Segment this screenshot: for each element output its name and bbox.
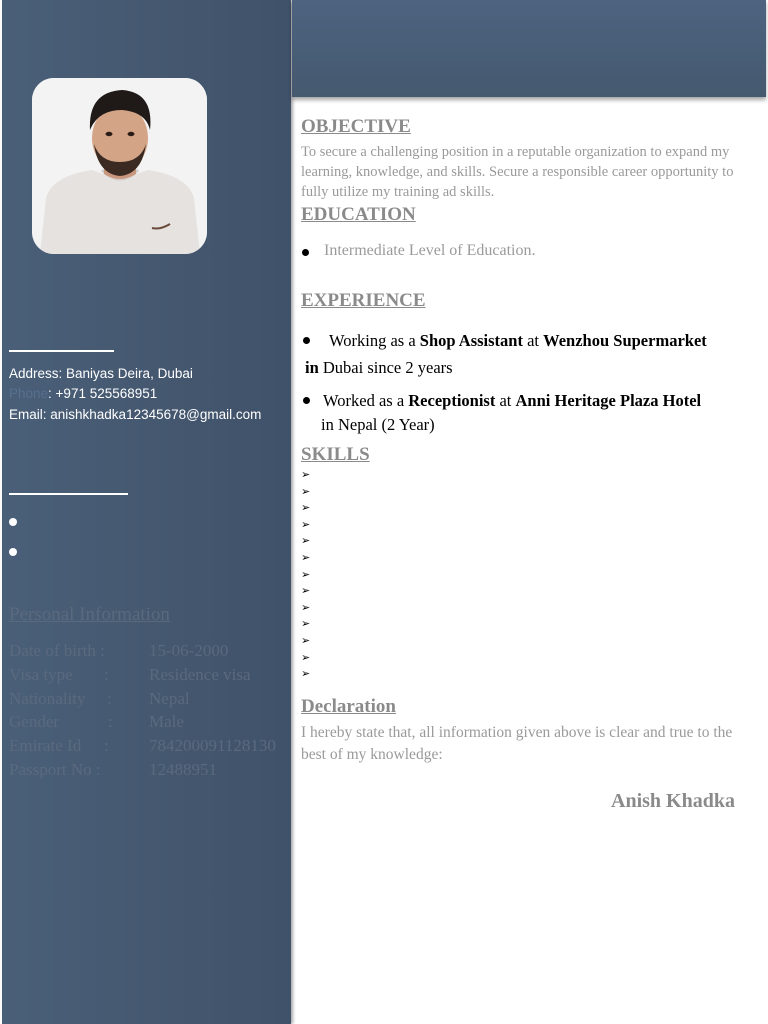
education-item: Intermediate Level of Education. — [324, 242, 536, 259]
personal-info-label: Emirate Id — [9, 736, 82, 756]
skill-arrow-icon: ➢ — [301, 635, 311, 647]
exp-role: Shop Assistant — [419, 331, 523, 350]
bullet-dot — [9, 548, 17, 556]
objective-title: OBJECTIVE — [301, 116, 411, 137]
phone-line — [9, 386, 157, 401]
contact-divider — [9, 350, 114, 352]
exp-text: Working as a — [329, 331, 420, 350]
skill-arrow-icon: ➢ — [301, 485, 311, 498]
phone-label: Phone — [9, 386, 49, 401]
personal-info-label: Visa type — [9, 664, 73, 684]
signature-name: Anish Khadka — [611, 790, 735, 812]
personal-info-label: Passport No : — [9, 760, 101, 779]
exp-text: Worked as a — [323, 391, 409, 410]
personal-info-value: Male — [149, 712, 184, 732]
skill-arrow-icon: ➢ — [301, 618, 311, 631]
skill-arrow-icon: ➢ — [301, 601, 311, 614]
personal-info-value: 15-06-2000 — [149, 641, 229, 660]
header-band — [292, 0, 766, 97]
email-text: Email: anishkhadka12345678@gmail.com — [9, 407, 262, 422]
skill-arrow-icon: ➢ — [301, 469, 311, 481]
personal-info-value: Residence visa — [149, 664, 251, 684]
education-title: EDUCATION — [301, 204, 416, 225]
declaration-text: I hereby state that, all information given above is clear and true to the best of my knowledge: — [301, 724, 733, 763]
objective-text: To secure a challenging position in a reputable organization to expand my learning, knowledge, and skills. Secure a responsible career opportunity to fully utilize my training ad skills. — [301, 144, 734, 200]
phone-value: : +971 525568951 — [48, 386, 158, 401]
experience-title: EXPERIENCE — [301, 290, 426, 311]
section-divider — [9, 493, 128, 495]
education-bullet — [302, 249, 309, 256]
experience-bullet — [303, 337, 310, 344]
experience-item-1-line-1 — [329, 331, 707, 351]
bullet-dot — [9, 518, 17, 526]
personal-info-label: Nationality — [9, 688, 86, 708]
exp-text: at — [495, 391, 516, 410]
personal-info-label: Gender — [9, 712, 60, 732]
exp-text: Dubai since 2 years — [318, 358, 453, 377]
exp-employer: Wenzhou Supermarket — [543, 331, 707, 350]
experience-bullet — [303, 397, 310, 404]
personal-info-value: 784200091128130 — [149, 736, 276, 756]
personal-info-label: Date of birth : — [9, 641, 105, 660]
skill-arrow-icon: ➢ — [301, 518, 311, 531]
personal-info-colon: : — [104, 664, 109, 684]
personal-info-colon: : — [104, 736, 109, 756]
skill-arrow-icon: ➢ — [301, 651, 311, 664]
personal-info-colon: : — [107, 688, 112, 708]
skill-arrow-icon: ➢ — [301, 585, 311, 598]
skill-arrow-icon: ➢ — [301, 502, 311, 515]
address-text: Address: Baniyas Deira, Dubai — [9, 366, 193, 381]
exp-role: Receptionist — [408, 391, 496, 410]
personal-info-colon: : — [108, 712, 113, 732]
experience-item-1-line-2 — [305, 358, 453, 378]
exp-text: at — [522, 331, 544, 350]
skill-arrow-icon: ➢ — [301, 668, 311, 681]
personal-info-value: Nepal — [149, 688, 190, 708]
exp-text: in Nepal (2 Year) — [321, 415, 435, 434]
declaration-title: Declaration — [301, 696, 396, 717]
personal-info-title: Personal Information — [9, 604, 170, 625]
exp-employer: Anni Heritage Plaza Hotel — [515, 391, 702, 410]
skill-arrow-icon: ➢ — [301, 568, 311, 581]
skills-title: SKILLS — [301, 444, 370, 465]
exp-text: in — [305, 358, 319, 377]
skill-arrow-icon: ➢ — [301, 552, 311, 564]
experience-item-2-line-1 — [323, 391, 701, 411]
personal-info-value: 12488951 — [149, 760, 217, 779]
experience-item-2-line-2 — [321, 415, 435, 435]
profile-photo — [32, 78, 207, 254]
skill-arrow-icon: ➢ — [301, 535, 311, 548]
